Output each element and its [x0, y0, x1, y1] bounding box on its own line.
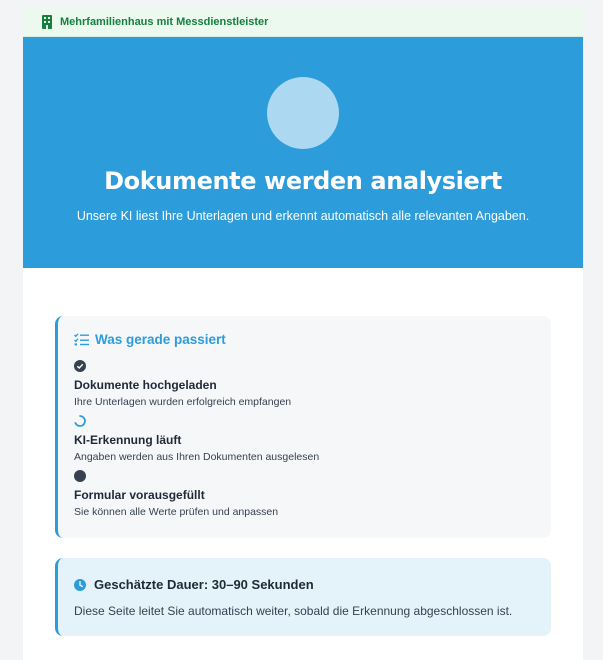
list-check-icon [74, 333, 89, 346]
page-title: Dokumente werden analysiert [104, 167, 502, 195]
page-subtitle: Unsere KI liest Ihre Unterlagen und erkennt automatisch alle relevanten Angaben. [76, 209, 530, 223]
step-title: Dokumente hochgeladen [74, 378, 217, 392]
step-title: Formular vorausgefüllt [74, 488, 205, 502]
redirect-note: Diese Seite leitet Sie automatisch weiter, sobald die Erkennung abgeschlossen ist. [74, 604, 513, 618]
dot-icon [74, 470, 86, 482]
analysis-card [23, 37, 583, 660]
loading-circle [267, 77, 339, 149]
top-bar [23, 7, 583, 37]
duration-heading: Geschätzte Dauer: 30–90 Sekunden [94, 577, 314, 592]
building-icon [41, 15, 53, 29]
step-description: Ihre Unterlagen wurden erfolgreich empfangen [74, 396, 292, 408]
check-circle-icon [74, 360, 86, 372]
clock-icon [74, 579, 86, 591]
property-title: Mehrfamilienhaus mit Messdienstleister [60, 15, 269, 28]
spinner-icon [74, 415, 86, 427]
step-description: Sie können alle Werte prüfen und anpassen [74, 506, 279, 518]
step-title: KI-Erkennung läuft [74, 433, 182, 447]
process-panel [55, 316, 551, 538]
hero-banner [23, 37, 583, 268]
process-heading: Was gerade passiert [95, 332, 226, 347]
duration-info-box [55, 558, 551, 636]
step-description: Angaben werden aus Ihren Dokumenten ausgelesen [74, 451, 320, 463]
